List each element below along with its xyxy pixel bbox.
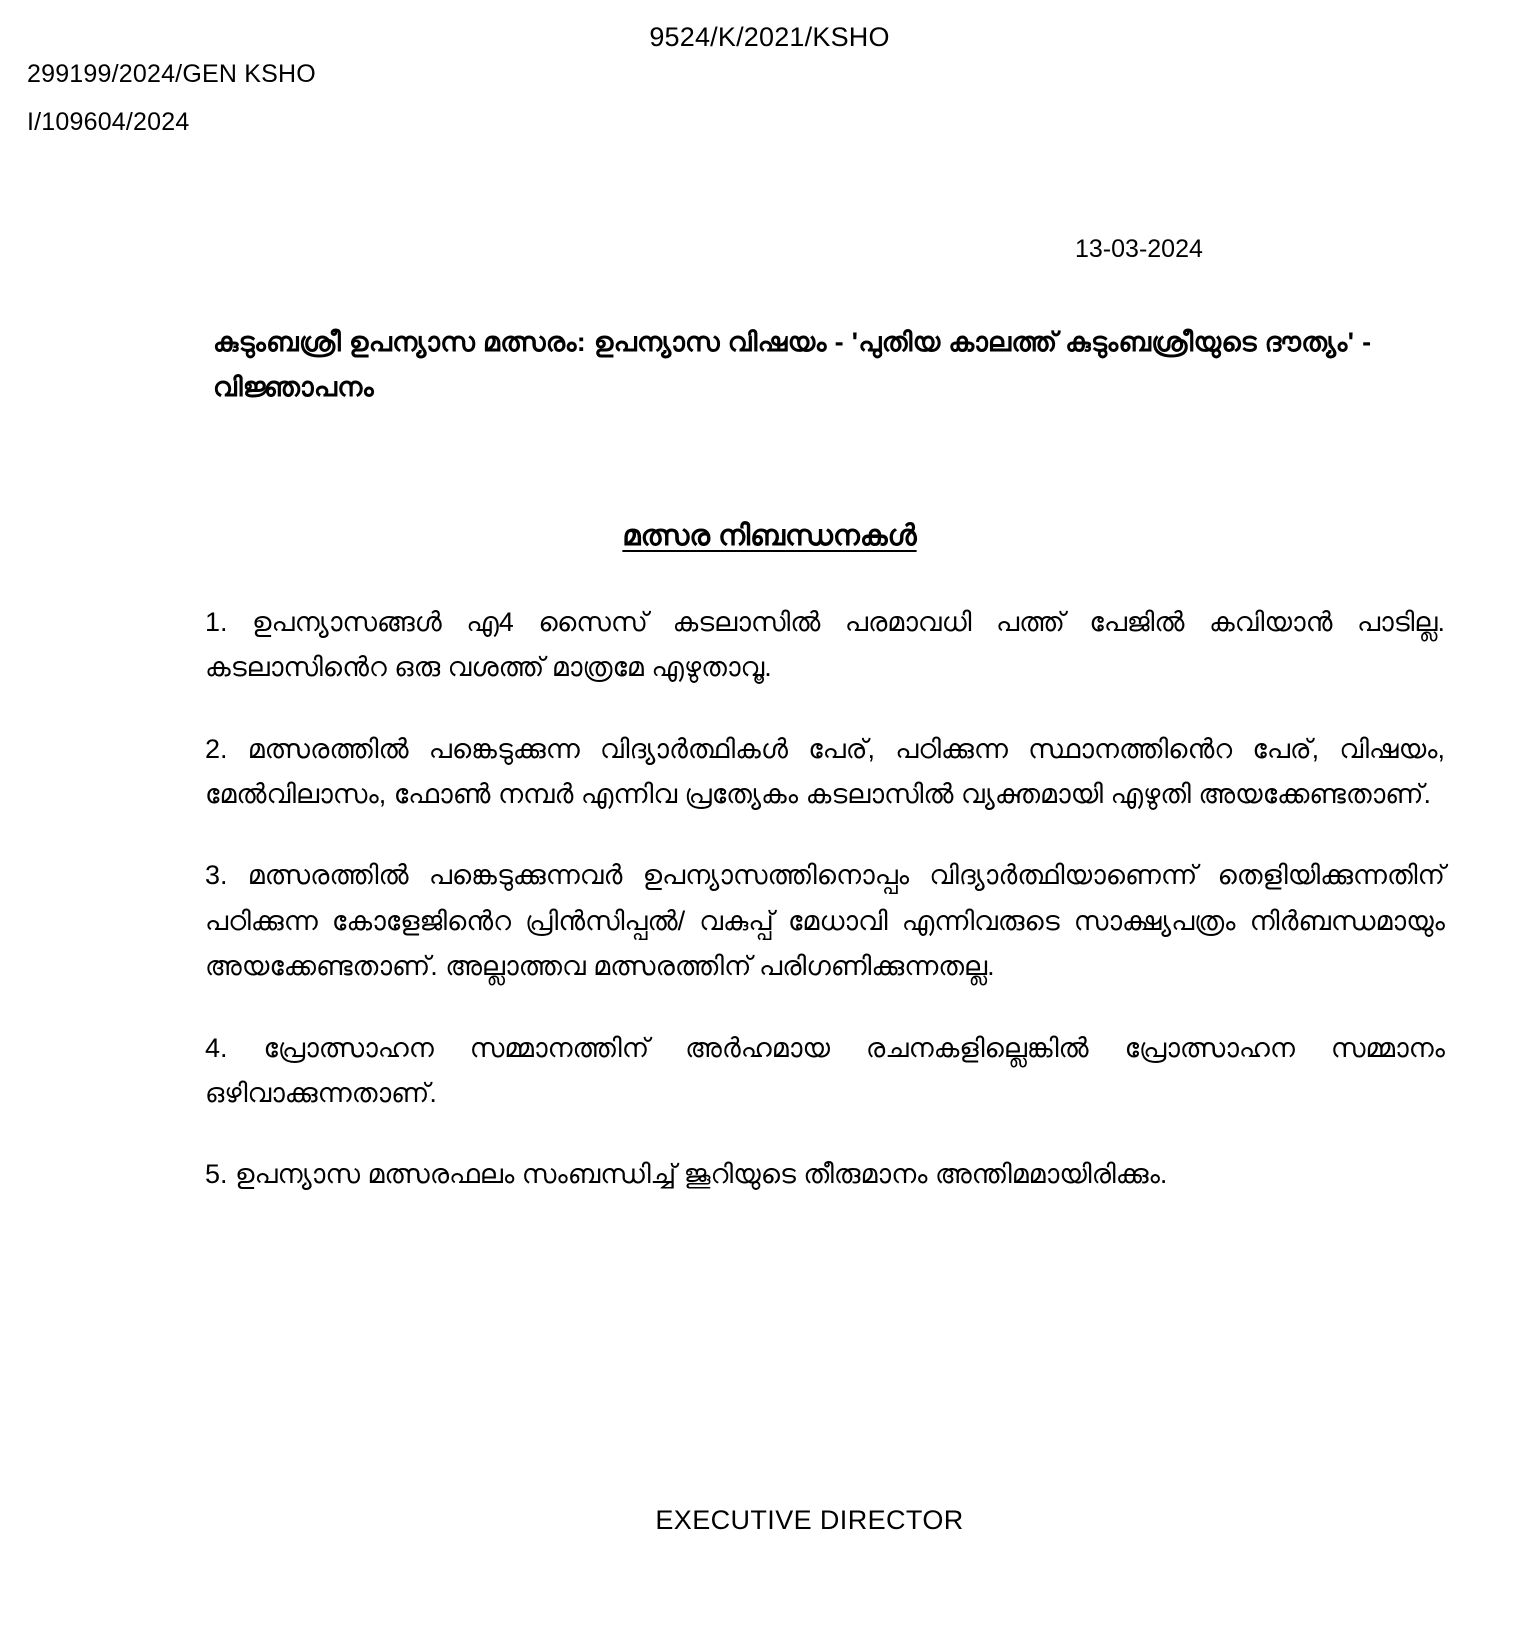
reference-file-number: 299199/2024/GEN KSHO bbox=[27, 60, 316, 88]
clause-list bbox=[205, 600, 1445, 1198]
section-heading bbox=[0, 520, 1539, 553]
signature-block bbox=[0, 1505, 1539, 1536]
document-date: 13-03-2024 bbox=[1075, 235, 1203, 263]
section-heading-text: മത്സര നിബന്ധനകൾ bbox=[622, 520, 917, 552]
signature-designation: EXECUTIVE DIRECTOR bbox=[655, 1505, 964, 1535]
reference-inward-number: I/109604/2024 bbox=[27, 108, 190, 136]
clause-item: 4. പ്രോത്സാഹന സമ്മാനത്തിന് അർഹമായ രചനകളില്ലെങ്കിൽ പ്രോത്സാഹന സമ്മാനം ഒഴിവാക്കുന്നതാണ്. bbox=[205, 1032, 1445, 1108]
reference-number-top: 9524/K/2021/KSHO bbox=[649, 22, 890, 52]
document-subject: കുടുംബശ്രീ ഉപന്യാസ മത്സരം: ഉപന്യാസ വിഷയം - 'പുതിയ കാലത്ത് കുടുംബശ്രീയുടെ ദൗത്യം' - വിജ്ഞാപനം bbox=[213, 327, 1372, 402]
clause-item: 1. ഉപന്യാസങ്ങൾ എ4 സൈസ് കടലാസിൽ പരമാവധി പത്ത് പേജിൽ കവിയാൻ പാടില്ല. കടലാസിൻെറ ഒരു വശത്ത് മാത്രമേ എഴുതാവൂ. bbox=[205, 607, 1445, 683]
clause-item: 2. മത്സരത്തിൽ പങ്കെടുക്കുന്ന വിദ്യാർത്ഥികൾ പേര്, പഠിക്കുന്ന സ്ഥാനത്തിൻെറ പേര്, വിഷയം, മേൽവിലാസം, ഫോൺ നമ്പർ എന്നിവ പ്രത്യേകം കടലാസിൽ വ്യക്തമായി എഴുതി അയക്കേണ്ടതാണ്. bbox=[205, 733, 1445, 810]
clause-item: 5. ഉപന്യാസ മത്സരഫലം സംബന്ധിച്ച് ജൂറിയുടെ തീരുമാനം അന്തിമമായിരിക്കും. bbox=[205, 1159, 1168, 1190]
clause-item: 3. മത്സരത്തിൽ പങ്കെടുക്കുന്നവർ ഉപന്യാസത്തിനൊപ്പം വിദ്യാർത്ഥിയാണെന്ന് തെളിയിക്കുന്നതിന് പഠിക്കുന്ന കോളേജിൻെറ പ്രിൻസിപ്പൽ/ വകുപ്പ് മേധാവി എന്നിവരുടെ സാക്ഷ്യപത്രം നിർബന്ധമായും അയക്കേണ്ടതാണ്. അല്ലാത്തവ മത്സരത്തിന് പരിഗണിക്കുന്നതല്ല. bbox=[205, 860, 1445, 982]
